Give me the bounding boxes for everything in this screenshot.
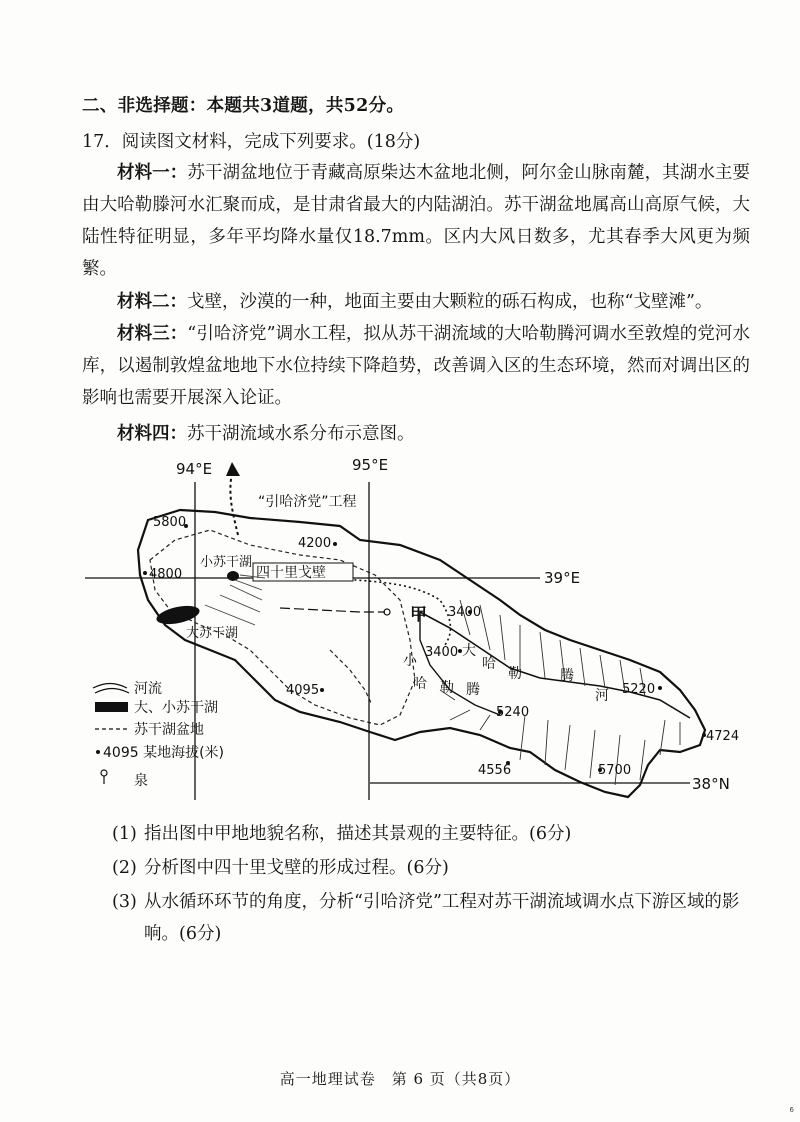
river-char: 哈 bbox=[482, 656, 496, 672]
elevation-label: 5800 bbox=[153, 515, 187, 530]
elevation-label: 3400 bbox=[425, 645, 459, 660]
sugan-lake-watershed-map bbox=[0, 450, 800, 815]
sub-question-text: 从水循环环节的角度，分析“引哈济党”工程对苏干湖流域调水点下游区域的影响。(6分) bbox=[144, 892, 740, 944]
big-lake-label: 大苏干湖 bbox=[186, 626, 239, 641]
river-line bbox=[205, 575, 265, 625]
material-2 bbox=[82, 286, 750, 318]
lon-94-label: 94°E bbox=[176, 460, 213, 478]
river-char: 哈 bbox=[413, 676, 427, 692]
section-title: 二、非选择题：本题共3道题，共52分。 bbox=[82, 96, 405, 116]
river-legend-icon bbox=[93, 684, 129, 694]
elevation-label: 4556 bbox=[478, 763, 512, 778]
legend bbox=[93, 680, 224, 789]
sub-question-2 bbox=[112, 852, 752, 884]
diversion-route-dotted bbox=[230, 472, 238, 535]
sub-question-text: 指出图中甲地地貌名称，描述其景观的主要特征。(6分) bbox=[144, 824, 572, 844]
elevation-label: 5220 bbox=[622, 682, 656, 697]
river-char: 河 bbox=[595, 688, 609, 704]
basin-boundary-dashed bbox=[330, 650, 372, 705]
material-1 bbox=[82, 157, 750, 285]
elevation-label: 4095 bbox=[286, 683, 320, 698]
material-label: 材料二： bbox=[117, 292, 187, 312]
material-label: 材料四： bbox=[117, 424, 187, 444]
elevation-legend-icon bbox=[96, 750, 100, 754]
elevation-label: 5700 bbox=[598, 763, 632, 778]
legend-spring: 泉 bbox=[134, 773, 148, 789]
project-label: “引哈济党”工程 bbox=[258, 494, 357, 510]
page-footer: 高一地理试卷 第 6 页（共8页） bbox=[279, 1070, 521, 1088]
river-char: 小 bbox=[403, 653, 417, 669]
river-char: 勒 bbox=[440, 680, 454, 696]
material-3 bbox=[82, 318, 750, 414]
material-text: 戈壁，沙漠的一种，地面主要由大颗粒的砾石构成，也称“戈壁滩”。 bbox=[187, 292, 713, 312]
legend-elevation: 4095 某地海拔(米) bbox=[103, 745, 225, 761]
legend-basin: 苏干湖盆地 bbox=[134, 722, 204, 738]
sub-question-number: (2) bbox=[112, 858, 137, 878]
elevation-label: 5240 bbox=[496, 705, 530, 720]
lat-39-label: 39°E bbox=[544, 569, 581, 587]
diversion-route-dotted bbox=[300, 572, 450, 645]
elevation-label: 3400 bbox=[448, 605, 482, 620]
elevation-label: 4200 bbox=[298, 536, 332, 551]
material-text: 苏干湖盆地位于青藏高原柴达木盆地北侧，阿尔金山脉南麓，其湖水主要由大哈勒滕河水汇聚而成，是甘肃省最大的内陆湖泊。苏干湖盆地属高山高原气候，大陆性特征明显，多年平均降水量仅18.7mm。区内大风日数多，尤其春季大风更为频繁。 bbox=[82, 163, 750, 279]
elevation-label: 4800 bbox=[149, 567, 183, 582]
material-label: 材料一： bbox=[117, 163, 188, 183]
big-sugan-lake bbox=[155, 603, 201, 628]
sub-question-1 bbox=[112, 818, 752, 850]
small-lake-label: 小苏干湖 bbox=[200, 555, 253, 570]
material-label: 材料三： bbox=[117, 324, 188, 344]
lat-38-label: 38°N bbox=[692, 775, 730, 793]
sub-question-text: 分析图中四十里戈壁的形成过程。(6分) bbox=[144, 858, 449, 878]
river-char: 大 bbox=[462, 643, 476, 659]
river-char: 腾 bbox=[560, 668, 574, 684]
lake-legend-icon bbox=[95, 702, 128, 712]
sub-question-3 bbox=[112, 886, 752, 950]
sub-question-number: (1) bbox=[112, 824, 137, 844]
arrow-head-icon bbox=[226, 462, 240, 476]
lon-95-label: 95°E bbox=[352, 456, 389, 474]
gobi-label: 四十里戈壁 bbox=[256, 565, 326, 581]
small-sugan-lake bbox=[227, 571, 239, 581]
jia-label: 甲 bbox=[410, 605, 427, 625]
legend-lakes: 大、小苏干湖 bbox=[134, 700, 218, 716]
big-river bbox=[420, 612, 690, 718]
material-4 bbox=[82, 418, 750, 450]
material-text: “引哈济党”调水工程，拟从苏干湖流域的大哈勒腾河调水至敦煌的党河水库，以遏制敦煌盆地地下水位持续下降趋势，改善调入区的生态环境，然而对调出区的影响也需要开展深入论证。 bbox=[82, 324, 750, 408]
river-char: 腾 bbox=[466, 682, 480, 698]
spring-legend-icon bbox=[101, 770, 107, 776]
river-char: 勒 bbox=[508, 666, 522, 682]
elevation-label: 4724 bbox=[706, 729, 740, 744]
material-text: 苏干湖流域水系分布示意图。 bbox=[187, 424, 415, 444]
legend-river: 河流 bbox=[134, 681, 162, 697]
corner-mark: 6 bbox=[789, 1106, 794, 1114]
sub-question-number: (3) bbox=[112, 892, 137, 912]
question-title: 17．阅读图文材料，完成下列要求。(18分) bbox=[82, 132, 421, 152]
